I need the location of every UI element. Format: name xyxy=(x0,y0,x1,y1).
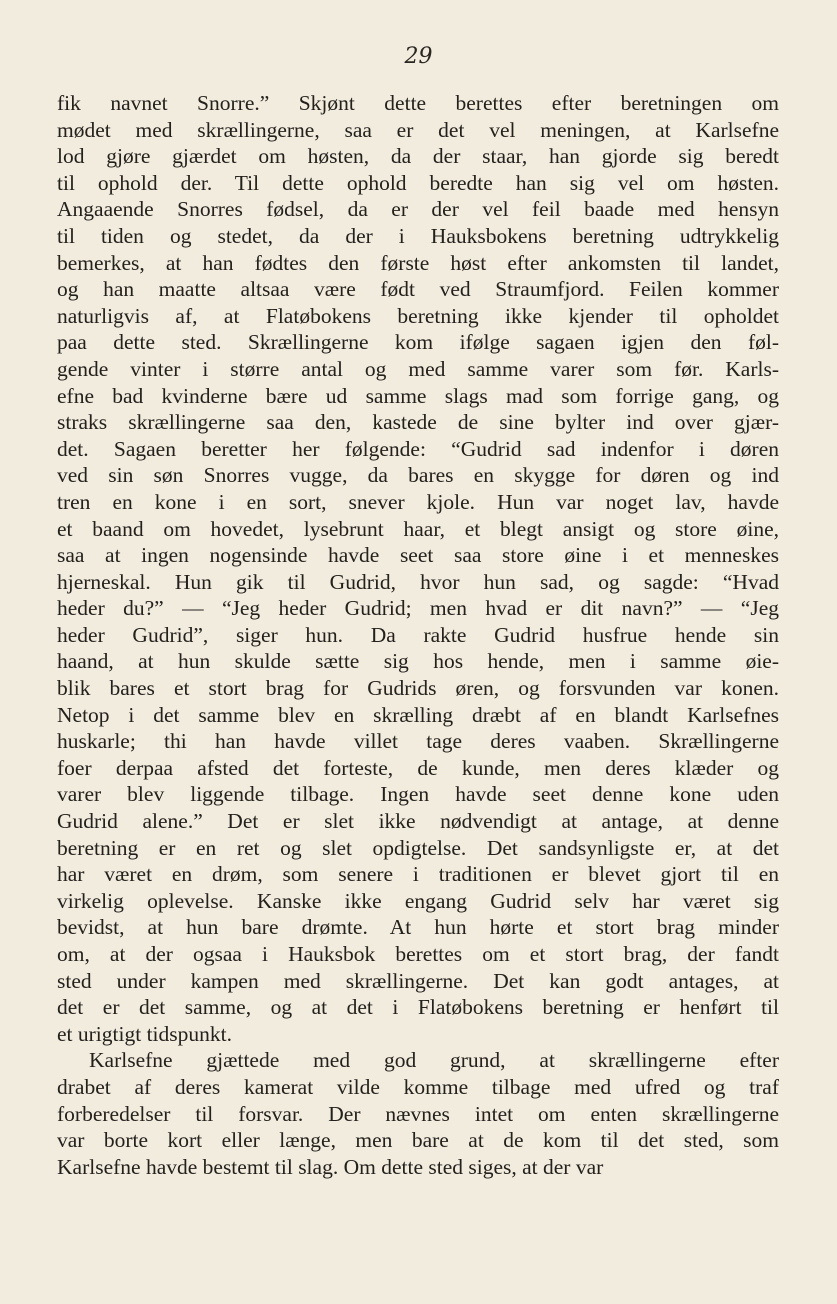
text-line: varer blev liggende tilbage. Ingen havde seet denne kone uden xyxy=(57,782,779,807)
text-line: huskarle; thi han havde villet tage deres vaaben. Skrællingerne xyxy=(57,729,779,754)
text-line: virkelig oplevelse. Kanske ikke engang Gudrid selv har været sig xyxy=(57,888,779,913)
text-line: Karlsefne havde bestemt til slag. Om dette sted siges, at der var xyxy=(57,1154,604,1179)
text-line: bevidst, at hun bare drømte. At hun hørte et stort brag minder xyxy=(57,915,779,940)
text-line: efne bad kvinderne bære ud samme slags mad som forrige gang, og xyxy=(57,383,779,408)
text-line: sted under kampen med skrællingerne. Det kan godt antages, at xyxy=(57,968,779,993)
text-line: tren en kone i en sort, snever kjole. Hun var noget lav, havde xyxy=(57,489,779,514)
text-line: det. Sagaen beretter her følgende: “Gudrid sad indenfor i døren xyxy=(57,436,779,461)
text-line: ved sin søn Snorres vugge, da bares en skygge for døren og ind xyxy=(57,463,779,488)
text-line: paa dette sted. Skrællingerne kom ifølge sagaen igjen den føl- xyxy=(57,330,779,355)
text-line: saa at ingen nogensinde havde seet saa store øine i et menneskes xyxy=(57,543,779,568)
body-text xyxy=(57,90,779,1180)
text-line: Gudrid alene.” Det er slet ikke nødvendigt at antage, at denne xyxy=(57,809,779,834)
text-line: et baand om hovedet, lysebrunt haar, et blegt ansigt og store øine, xyxy=(57,516,779,541)
text-line: bemerkes, at han fødtes den første høst efter ankomsten til landet, xyxy=(57,250,779,275)
text-line: fik navnet Snorre.” Skjønt dette berettes efter beretningen om xyxy=(57,91,779,115)
text-line: forberedelser til forsvar. Der nævnes intet om enten skrællingerne xyxy=(57,1101,779,1126)
text-line: blik bares et stort brag for Gudrids øren, og forsvunden var konen. xyxy=(57,676,779,701)
text-line: haand, at hun skulde sætte sig hos hende, men i samme øie- xyxy=(57,649,779,674)
text-line: Netop i det samme blev en skrælling dræbt af en blandt Karlsefnes xyxy=(57,702,779,727)
text-line: foer derpaa afsted det forteste, de kunde, men deres klæder og xyxy=(57,755,779,780)
text-line: hjerneskal. Hun gik til Gudrid, hvor hun sad, og sagde: “Hvad xyxy=(57,569,779,594)
text-line: til tiden og stedet, da der i Hauksbokens beretning udtrykkelig xyxy=(57,223,779,248)
text-line: og han maatte altsaa være født ved Straumfjord. Feilen kommer xyxy=(57,277,779,302)
text-line: straks skrællingerne saa den, kastede de sine bylter ind over gjær- xyxy=(57,410,779,435)
text-line: beretning er en ret og slet opdigtelse. Det sandsynligste er, at det xyxy=(57,835,779,860)
text-line: heder du?” — “Jeg heder Gudrid; men hvad er dit navn?” — “Jeg xyxy=(57,596,779,621)
text-line: et urigtigt tidspunkt. xyxy=(57,1021,232,1046)
page-number: 29 xyxy=(404,44,433,69)
text-line: til ophold der. Til dette ophold beredte han sig vel om høsten. xyxy=(57,170,779,195)
text-line: gende vinter i større antal og med samme varer som før. Karls- xyxy=(57,356,779,381)
text-line: om, at der ogsaa i Hauksbok berettes om et stort brag, der fandt xyxy=(57,942,779,966)
text-line: lod gjøre gjærdet om høsten, da der staar, han gjorde sig beredt xyxy=(57,144,779,169)
text-line: heder Gudrid”, siger hun. Da rakte Gudrid husfrue hende sin xyxy=(57,622,779,647)
text-line: naturligvis af, at Flatøbokens beretning ikke kjender til opholdet xyxy=(57,303,779,328)
text-line: Angaaende Snorres fødsel, da er der vel feil baade med hensyn xyxy=(57,197,779,222)
text-line: har været en drøm, som senere i traditionen er blevet gjort til en xyxy=(57,862,779,887)
text-line: det er det samme, og at det i Flatøbokens beretning er henført til xyxy=(57,995,779,1020)
text-line: drabet af deres kamerat vilde komme tilbage med ufred og traf xyxy=(57,1074,779,1099)
text-line: Karlsefne gjættede med god grund, at skrællingerne efter xyxy=(89,1048,779,1073)
text-line: var borte kort eller længe, men bare at de kom til det sted, som xyxy=(57,1128,779,1153)
text-line: mødet med skrællingerne, saa er det vel meningen, at Karlsefne xyxy=(57,117,779,142)
